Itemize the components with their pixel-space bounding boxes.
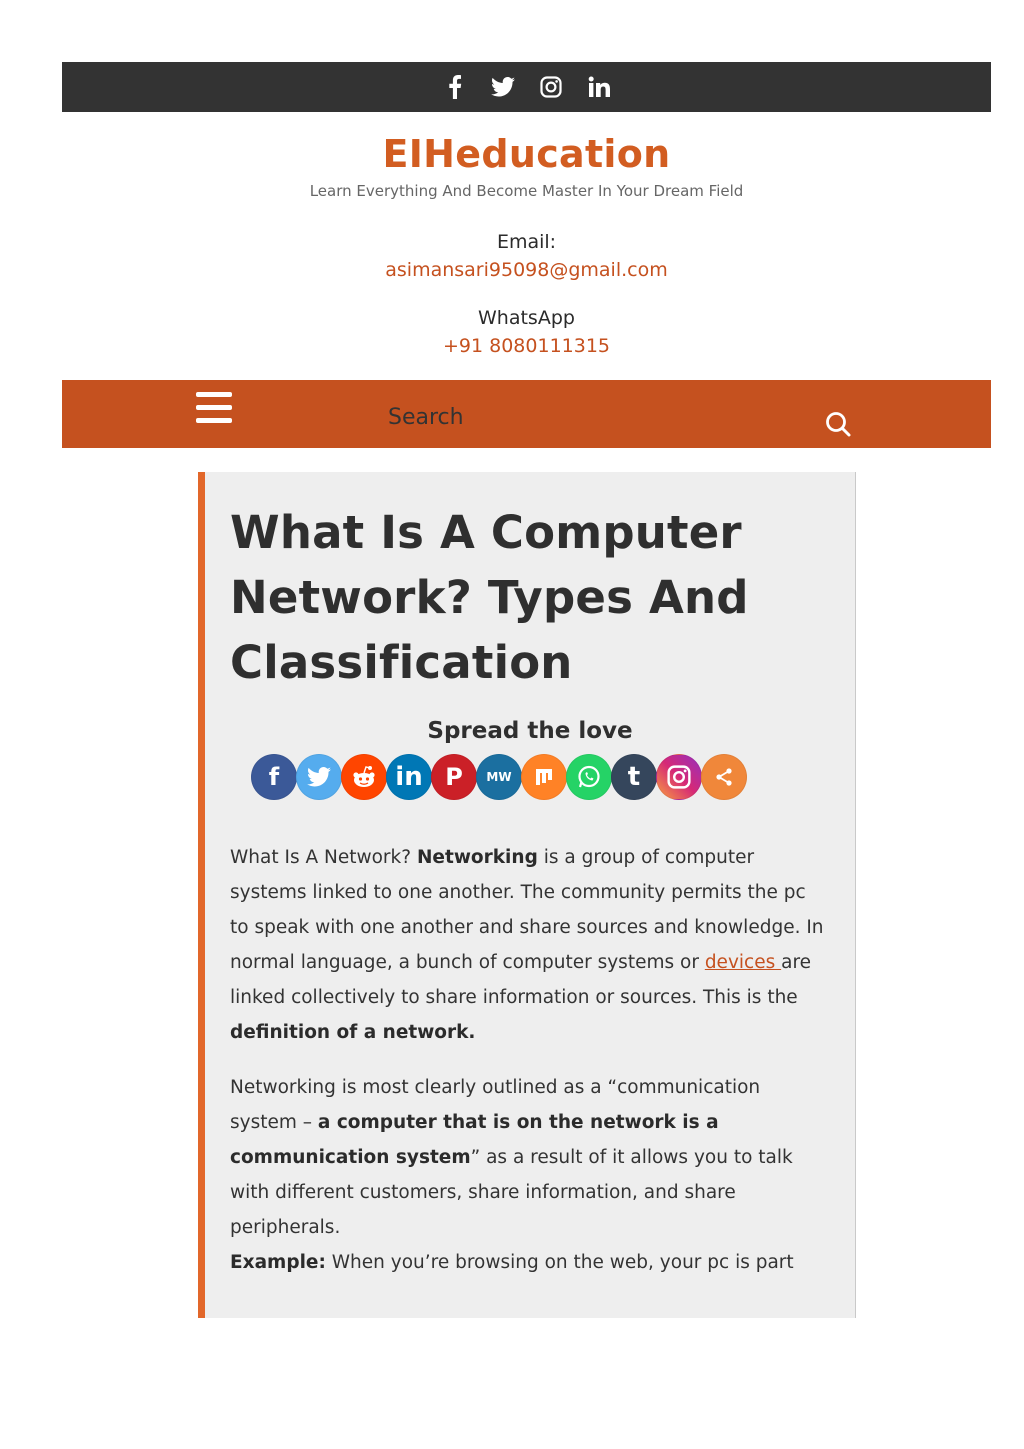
p1-text-3: are linked collectively to share information or sources. This is the	[230, 952, 812, 1008]
reddit-share-icon[interactable]	[341, 754, 387, 800]
devices-link[interactable]: devices	[704, 952, 782, 973]
linkedin-share-icon[interactable]: in	[386, 754, 432, 800]
linkedin-icon[interactable]	[585, 73, 613, 101]
whatsapp-share-icon[interactable]	[566, 754, 612, 800]
whatsapp-label: WhatsApp	[478, 307, 575, 329]
p2-bold-1: a computer that is on the network is a communication system	[230, 1112, 719, 1168]
paragraph-1	[230, 840, 830, 1050]
spread-the-love-label: Spread the love	[427, 718, 633, 744]
article-title: What Is A Computer Network? Types And Classification	[230, 506, 749, 689]
p2-text-1: Networking is most clearly outlined as a “communication system –	[230, 1077, 761, 1133]
nav-bar	[62, 380, 991, 448]
social-bar	[62, 62, 991, 112]
email-label: Email:	[496, 231, 557, 253]
twitter-share-icon[interactable]	[296, 754, 342, 800]
email-block	[62, 228, 991, 284]
site-tagline: Learn Everything And Become Master In Your Dream Field	[309, 182, 744, 200]
p2-text-2: ” as a result of it allows you to talk with different customers, share information, and share peripherals.	[230, 1147, 793, 1238]
site-branding	[62, 128, 991, 202]
mix-share-icon[interactable]	[521, 754, 567, 800]
facebook-icon[interactable]	[441, 73, 469, 101]
search-input[interactable]	[386, 398, 810, 436]
p2-bold-2: Example:	[230, 1252, 326, 1273]
more-share-icon[interactable]	[701, 754, 747, 800]
p1-text-1: What Is A Network?	[230, 847, 417, 868]
article-body	[230, 840, 830, 1300]
instagram-share-icon[interactable]	[656, 754, 702, 800]
pinterest-share-icon[interactable]: P	[431, 754, 477, 800]
tumblr-share-icon[interactable]: t	[611, 754, 657, 800]
whatsapp-link[interactable]: +91 8080111315	[442, 335, 611, 357]
hamburger-menu-icon[interactable]	[196, 392, 236, 428]
share-buttons	[251, 754, 746, 800]
paragraph-2	[230, 1070, 830, 1280]
facebook-share-icon[interactable]: f	[251, 754, 297, 800]
article-card	[198, 472, 856, 1318]
instagram-icon[interactable]	[537, 73, 565, 101]
twitter-icon[interactable]	[489, 73, 517, 101]
search-icon[interactable]	[824, 410, 854, 440]
site-title[interactable]: EIHeducation	[382, 132, 671, 176]
mewe-share-icon[interactable]: MW	[476, 754, 522, 800]
p2-text-3: When you’re browsing on the web, your pc is part	[325, 1252, 794, 1273]
email-link[interactable]: asimansari95098@gmail.com	[385, 259, 668, 281]
p1-text-2: is a group of computer systems linked to one another. The community permits the pc to speak with one another and share sources and knowledge. In normal language, a bunch of computer systems or	[230, 847, 824, 973]
p1-bold-2: definition of a network.	[230, 1022, 476, 1043]
whatsapp-block	[62, 304, 991, 360]
p1-bold-1: Networking	[416, 847, 538, 868]
